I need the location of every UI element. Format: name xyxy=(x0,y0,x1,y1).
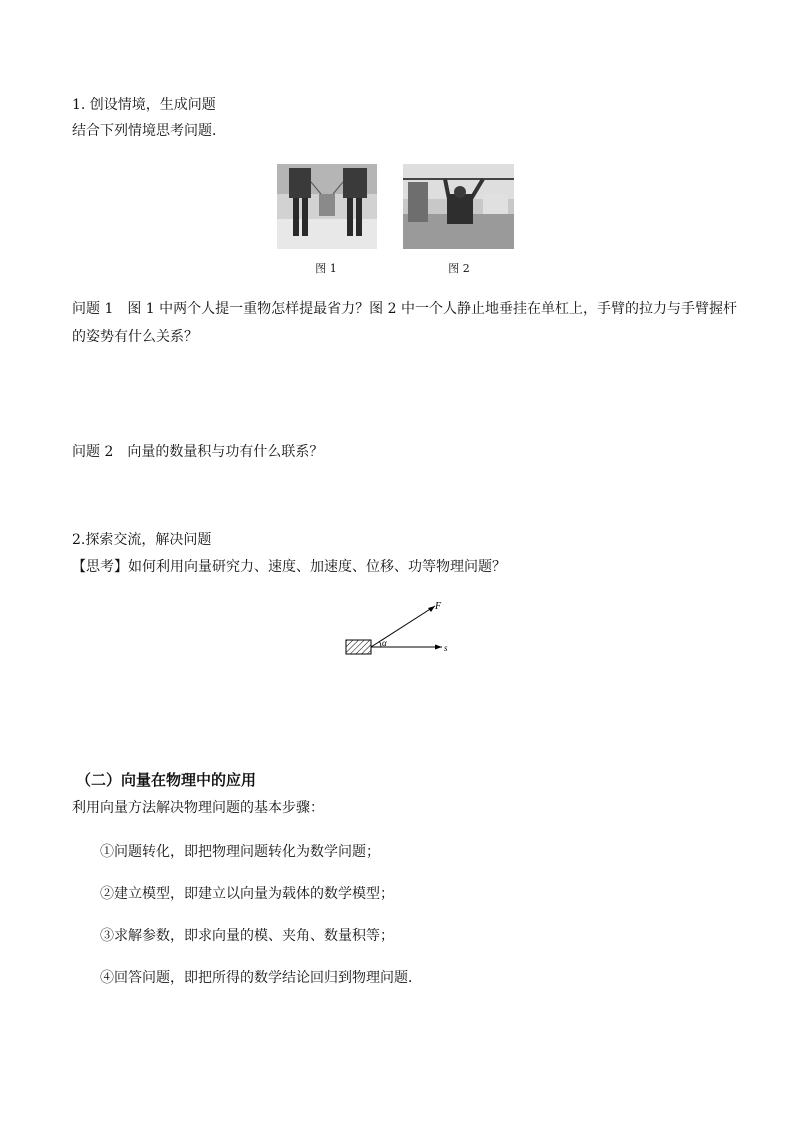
force-diagram xyxy=(340,596,460,661)
question-2: 问题 2 向量的数量积与功有什么联系？ xyxy=(72,444,324,460)
figure-1-caption: 图 1 xyxy=(315,262,337,275)
figure-2-photo xyxy=(403,164,514,249)
step-2: ②建立模型，即建立以向量为载体的数学模型； xyxy=(100,886,394,902)
section2-heading: 2.探索交流，解决问题 xyxy=(72,532,212,548)
figure-1-photo xyxy=(277,164,377,249)
section1-heading: 1. 创设情境，生成问题 xyxy=(72,97,216,113)
label-F: F xyxy=(435,601,442,612)
section3-intro: 利用向量方法解决物理问题的基本步骤： xyxy=(72,800,324,816)
step-1: ①问题转化，即把物理问题转化为数学问题； xyxy=(100,844,380,860)
figure-2-caption: 图 2 xyxy=(448,262,470,275)
section1-intro: 结合下列情境思考问题． xyxy=(72,123,226,139)
block xyxy=(346,640,371,654)
question-1-line-2: 的姿势有什么关系？ xyxy=(72,329,198,345)
question-1-line-1: 问题 1 图 1 中两个人提一重物怎样提最省力？图 2 中一个人静止地垂挂在单杠上，手臂的拉力与手臂握杆 xyxy=(72,301,737,317)
section3-heading: （二）向量在物理中的应用 xyxy=(76,771,257,789)
label-alpha: α xyxy=(382,638,387,648)
vector-F xyxy=(371,606,435,647)
label-s: s xyxy=(444,643,448,653)
section2-think: 【思考】如何利用向量研究力、速度、加速度、位移、功等物理问题？ xyxy=(72,559,506,575)
step-3: ③求解参数，即求向量的模、夹角、数量积等； xyxy=(100,928,394,944)
step-4: ④回答问题，即把所得的数学结论回归到物理问题． xyxy=(100,970,422,986)
